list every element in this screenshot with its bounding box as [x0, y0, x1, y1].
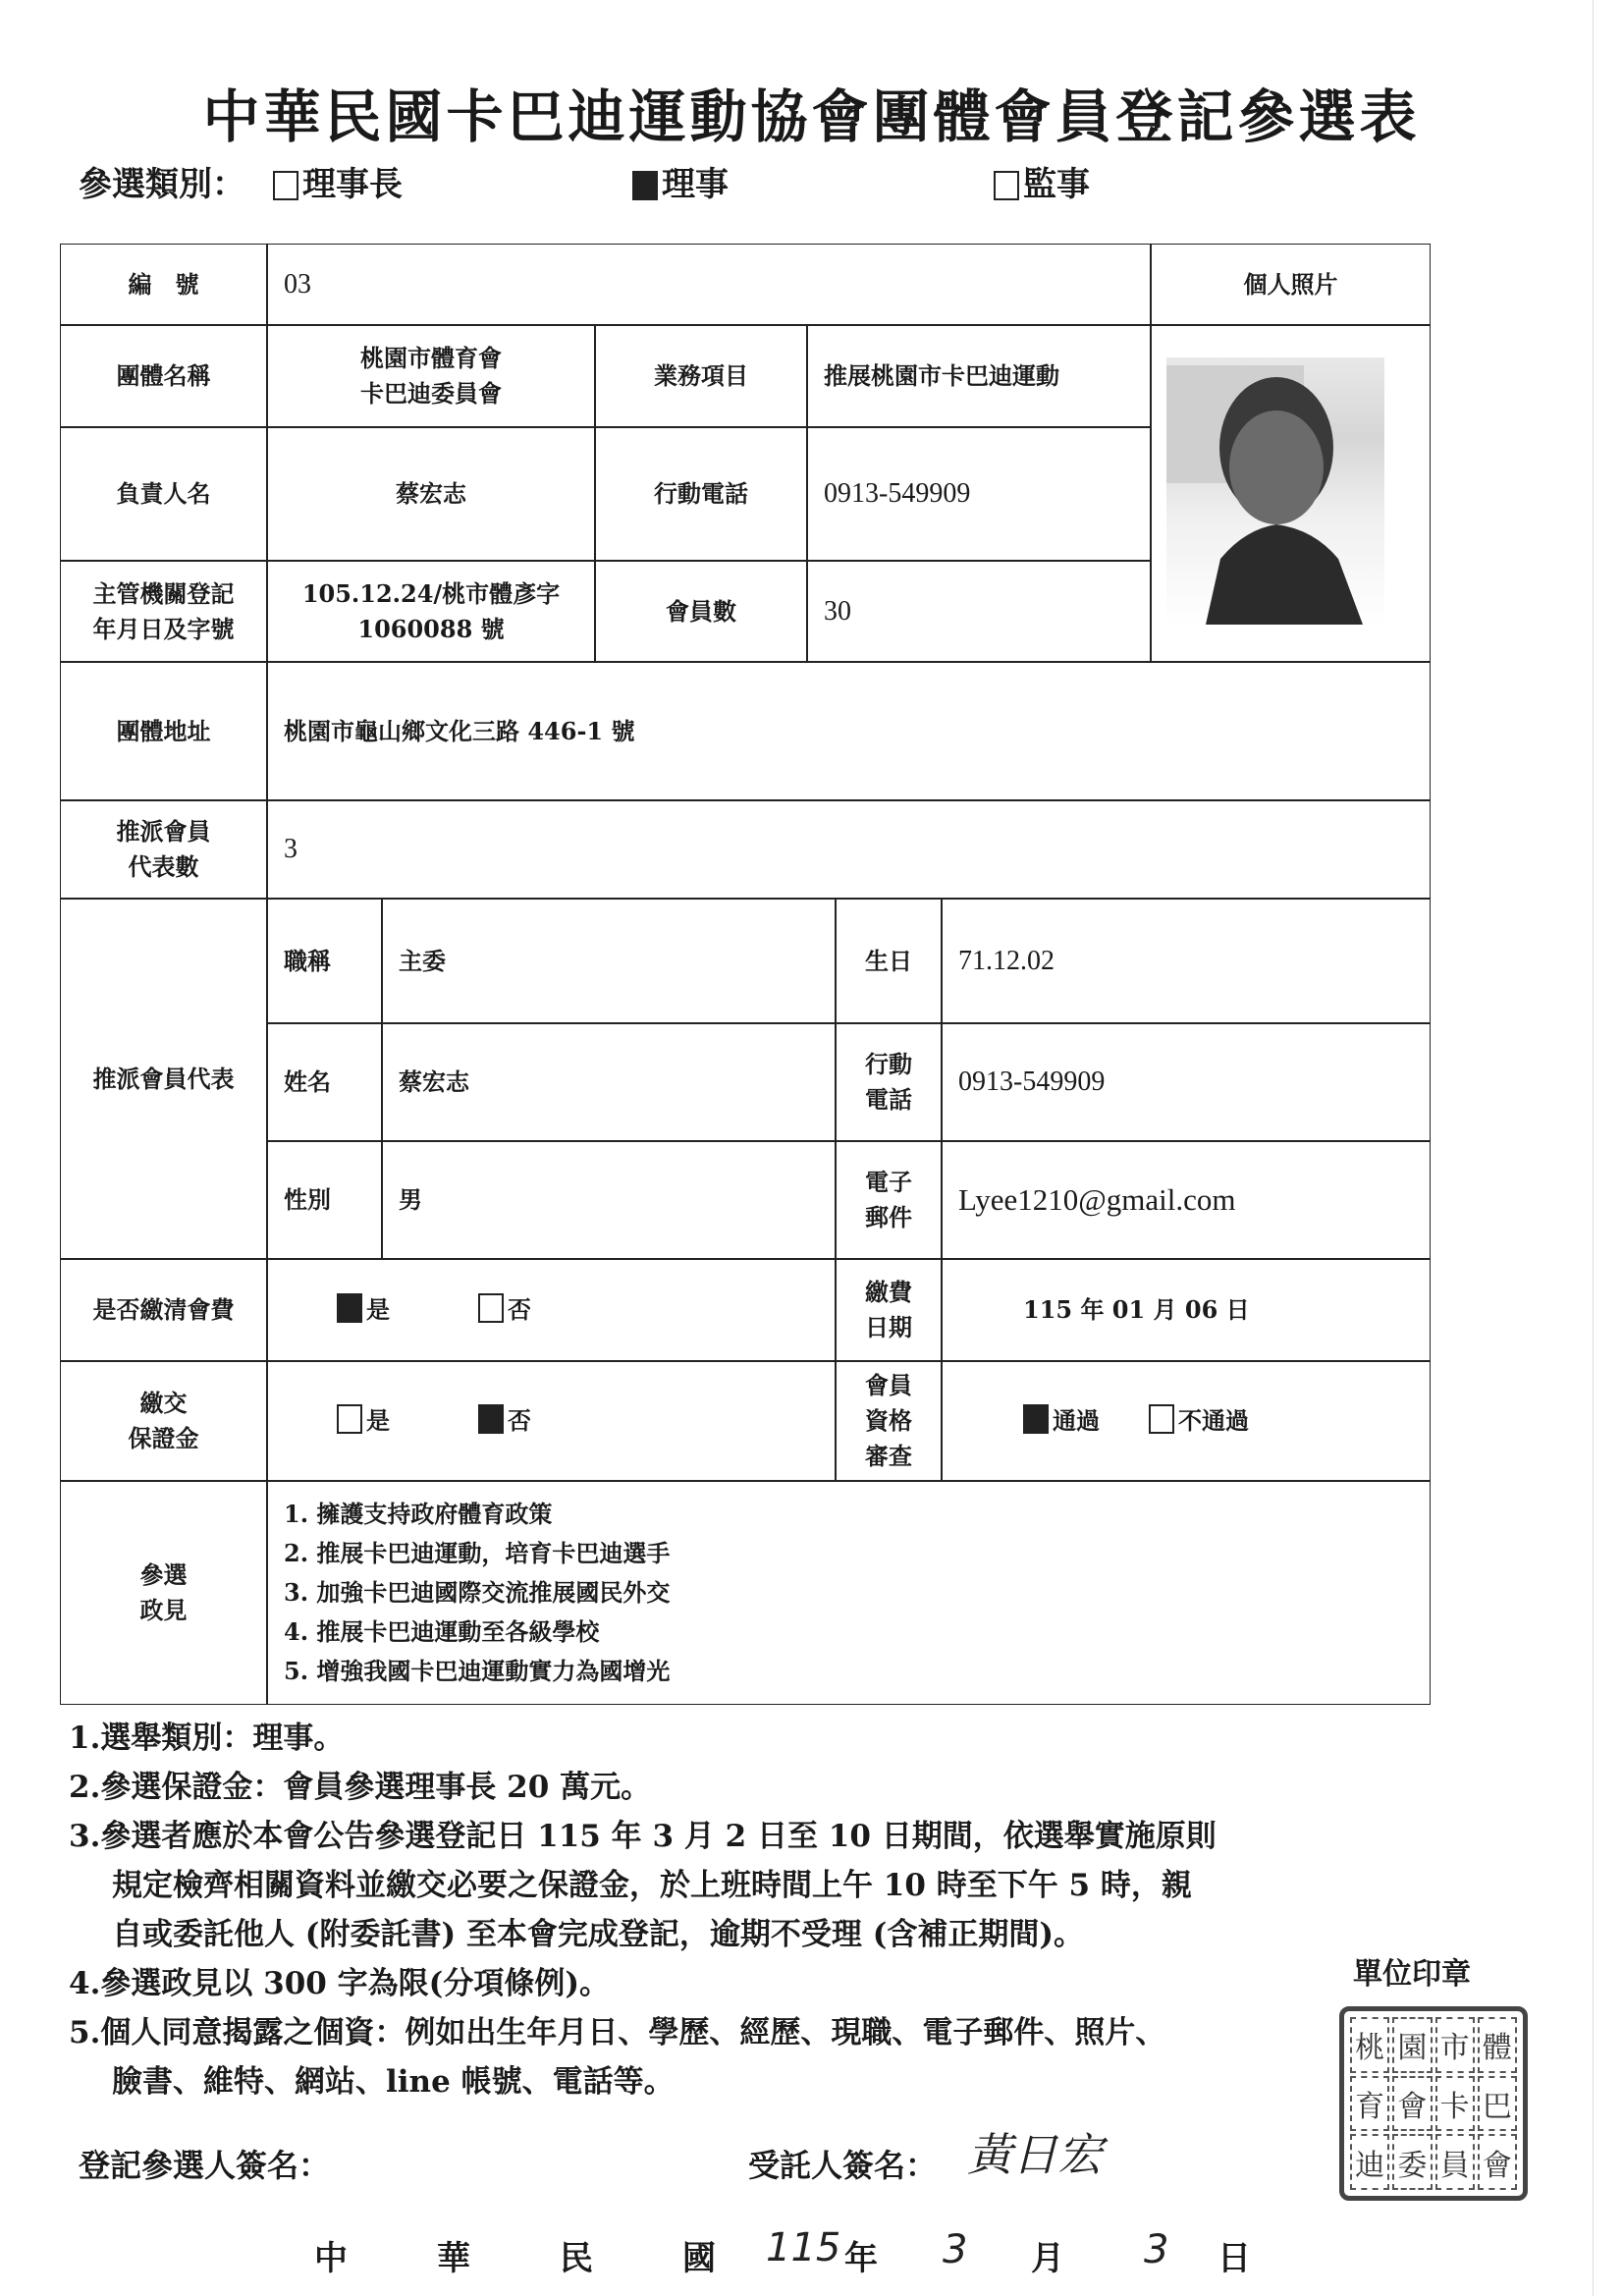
category-option-supervisor[interactable]: 監事 [994, 157, 1090, 205]
photo-label: 個人照片 [1151, 244, 1431, 325]
organization-stamp [1339, 2006, 1528, 2201]
deposit-option-no[interactable]: 否 [478, 1403, 531, 1439]
candidate-signature-field[interactable] [383, 2141, 677, 2190]
checkbox-icon[interactable] [994, 171, 1019, 200]
page-edge [1593, 0, 1594, 2296]
mobile-label: 行動電話 [595, 427, 807, 561]
notes-section [69, 1714, 1217, 2106]
note-item-cont: 臉書、維特、網站、line 帳號、電話等。 [112, 2064, 675, 2100]
address-label: 團體地址 [60, 662, 267, 800]
policy-list [267, 1481, 1431, 1705]
review-option-fail[interactable]: 不通過 [1149, 1403, 1249, 1439]
note-item: 3.參選者應於本會公告參選登記日 115 年 3 月 2 日至 10 日期間，依選舉實施原則 [69, 1819, 1217, 1854]
checkbox-icon[interactable] [337, 1404, 362, 1434]
members-value: 30 [807, 561, 1151, 662]
checkbox-icon[interactable] [478, 1293, 504, 1323]
registration-value: 105.12.24/桃市體彥字 1060088 號 [267, 561, 595, 662]
category-label: 參選類別： [79, 165, 245, 204]
date-text: 華 [437, 2239, 470, 2278]
rep-birthday-label: 生日 [836, 899, 942, 1023]
dues-option-yes[interactable]: 是 [337, 1292, 390, 1328]
leader-label: 負責人名 [60, 427, 267, 561]
review-label: 會員 資格 審查 [836, 1361, 942, 1481]
stamp-char: 桃 [1350, 2017, 1389, 2073]
rep-count-label: 推派會員 代表數 [60, 800, 267, 899]
number-value: 03 [267, 244, 1151, 325]
leader-value: 蔡宏志 [267, 427, 595, 561]
stamp-char: 園 [1392, 2017, 1432, 2073]
rep-mobile-label: 行動 電話 [836, 1023, 942, 1141]
dues-label: 是否繳清會費 [60, 1259, 267, 1361]
note-item: 5.個人同意揭露之個資：例如出生年月日、學歷、經歷、現職、電子郵件、照片、 [69, 2015, 1166, 2050]
rep-gender-label: 性別 [267, 1141, 382, 1259]
business-label: 業務項目 [595, 325, 807, 427]
date-month[interactable]: 3 [943, 2227, 968, 2272]
policy-label: 參選 政見 [60, 1481, 267, 1705]
rep-label: 推派會員代表 [60, 899, 267, 1259]
deposit-label: 繳交 保證金 [60, 1361, 267, 1481]
person-photo [1166, 357, 1384, 625]
mobile-value: 0913-549909 [807, 427, 1151, 561]
policy-item: 4. 推展卡巴迪運動至各級學校 [284, 1617, 600, 1646]
members-label: 會員數 [595, 561, 807, 662]
date-text: 國 [682, 2239, 716, 2278]
stamp-label: 單位印章 [1353, 1957, 1471, 1992]
policy-item: 5. 增強我國卡巴迪運動實力為國增光 [284, 1657, 671, 1685]
checkbox-checked-icon[interactable] [1023, 1404, 1049, 1434]
date-year[interactable]: 115 [766, 2225, 841, 2270]
stamp-char: 育 [1350, 2076, 1389, 2132]
stamp-char: 巴 [1478, 2076, 1517, 2132]
checkbox-icon[interactable] [273, 171, 298, 200]
category-option-director[interactable]: 理事 [632, 157, 729, 205]
sign-date [314, 2225, 1251, 2279]
rep-gender-value: 男 [382, 1141, 836, 1259]
rep-mobile-value: 0913-549909 [942, 1023, 1431, 1141]
rep-count-value: 3 [267, 800, 1431, 899]
policy-item: 1. 擁護支持政府體育政策 [284, 1500, 553, 1528]
review-option-pass[interactable]: 通過 [1023, 1403, 1100, 1439]
rep-birthday-value: 71.12.02 [942, 899, 1431, 1023]
dues-date-value: 115 年 01 月 06 日 [942, 1259, 1431, 1361]
stamp-char: 市 [1435, 2017, 1475, 2073]
rep-name-value: 蔡宏志 [382, 1023, 836, 1141]
checkbox-icon[interactable] [1149, 1404, 1174, 1434]
proxy-signature-field[interactable]: 黃日宏 [967, 2128, 1103, 2181]
date-text: 中 [314, 2239, 348, 2278]
checkbox-checked-icon[interactable] [478, 1404, 504, 1434]
policy-item: 2. 推展卡巴迪運動，培育卡巴迪選手 [284, 1539, 671, 1567]
business-value: 推展桃園市卡巴迪運動 [807, 325, 1151, 427]
address-value: 桃園市龜山鄉文化三路 446-1 號 [267, 662, 1431, 800]
policy-item: 3. 加強卡巴迪國際交流推展國民外交 [284, 1578, 671, 1607]
group-name-value: 桃園市體育會 卡巴迪委員會 [267, 325, 595, 427]
date-text: 月 [1031, 2239, 1064, 2278]
person-silhouette-icon [1166, 357, 1384, 625]
rep-email-value[interactable]: Lyee1210@gmail.com [942, 1141, 1431, 1259]
rep-name-label: 姓名 [267, 1023, 382, 1141]
deposit-options [267, 1361, 836, 1481]
date-day[interactable]: 3 [1144, 2227, 1169, 2272]
checkbox-checked-icon[interactable] [632, 171, 658, 200]
stamp-char: 迪 [1350, 2134, 1389, 2190]
stamp-char: 卡 [1435, 2076, 1475, 2132]
group-name-label: 團體名稱 [60, 325, 267, 427]
registration-label: 主管機關登記 年月日及字號 [60, 561, 267, 662]
form-title: 中華民國卡巴迪運動協會團體會員登記參選表 [202, 83, 1421, 150]
candidate-signature-label: 登記參選人簽名： [79, 2147, 331, 2184]
rep-title-value: 主委 [382, 899, 836, 1023]
category-option-chairman[interactable]: 理事長 [273, 157, 403, 205]
proxy-signature-label: 受託人簽名： [748, 2147, 938, 2184]
stamp-char: 員 [1435, 2134, 1475, 2190]
checkbox-checked-icon[interactable] [337, 1293, 362, 1323]
dues-options [267, 1259, 836, 1361]
rep-title-label: 職稱 [267, 899, 382, 1023]
note-item-cont: 規定檢齊相關資料並繳交必要之保證金，於上班時間上午 10 時至下午 5 時，親 [112, 1868, 1192, 1903]
rep-email-label: 電子 郵件 [836, 1141, 942, 1259]
note-item: 1.選舉類別：理事。 [69, 1721, 345, 1756]
date-text: 日 [1217, 2239, 1251, 2278]
note-item-cont: 自或委託他人 (附委託書) 至本會完成登記，逾期不受理 (含補正期間)。 [112, 1917, 1085, 1952]
dues-date-label: 繳費 日期 [836, 1259, 942, 1361]
stamp-char: 體 [1478, 2017, 1517, 2073]
stamp-char: 委 [1392, 2134, 1432, 2190]
stamp-char: 會 [1392, 2076, 1432, 2132]
dues-option-no[interactable]: 否 [478, 1292, 531, 1328]
note-item: 2.參選保證金：會員參選理事長 20 萬元。 [69, 1770, 652, 1805]
note-item: 4.參選政見以 300 字為限(分項條例)。 [69, 1966, 610, 2001]
stamp-char: 會 [1478, 2134, 1517, 2190]
review-options [942, 1361, 1431, 1481]
date-text: 年 [844, 2239, 878, 2278]
number-label: 編 號 [60, 244, 267, 325]
date-text: 民 [560, 2239, 593, 2278]
deposit-option-yes[interactable]: 是 [337, 1403, 390, 1439]
